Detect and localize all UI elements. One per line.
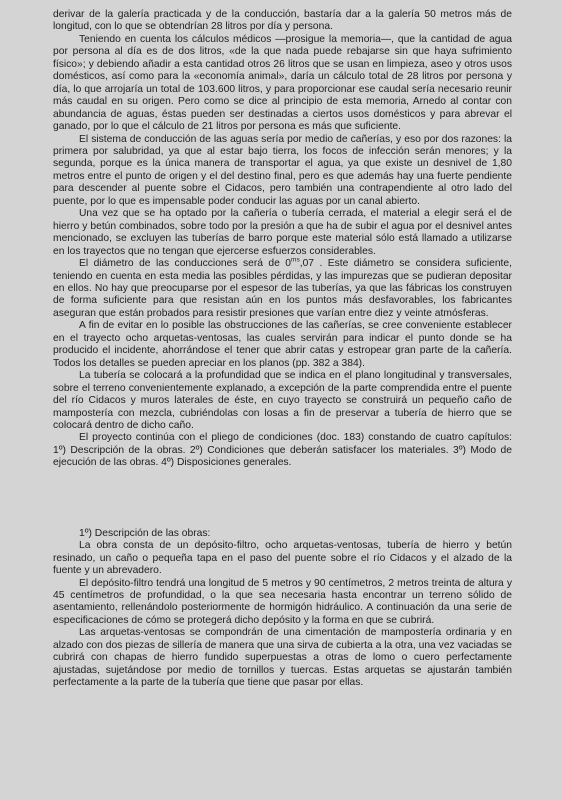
diameter-superscript: ms (291, 256, 300, 264)
paragraph-project-conditions: El proyecto continúa con el pliego de condiciones (doc. 183) constando de cuatro capítulos: 1º) Descripción de la obras. 2º) Condiciones que deberán satisfacer los materiales. 3º) Modo de ejecución de las obras. 4º) Disposiciones generales. (53, 432, 512, 469)
paragraph-vents: A fin de evitar en lo posible las obstrucciones de las cañerías, se cree conveniente establecer en el trayecto ocho arquetas-ventosas, las cuales servirán para indicar el punto donde se ha producido el incidente, ahorrándose el tener que abrir catas y estropear gran parte de la cañería. Todos los detalles se pueden apreciar en los planos (pp. 382 a 384). (53, 320, 512, 369)
section-heading: 1º) Descripción de las obras: (79, 527, 211, 539)
paragraph-diameter (53, 258, 512, 320)
paragraph-water-calc: Teniendo en cuenta los cálculos médicos —prosigue la memoria—, que la cantidad de agua por persona al día es de dos litros, «de la que nada puede rebajarse sin que haya sufrimiento físico»; y debiendo añadir a esta cantidad otros 26 litros que se usan en limpieza, aseo y otros usos domésticos, así como para la «economía animal», daría un cálculo total de 28 litros por persona y día, lo que arrojaría un total de 103.600 litros, y para proporcionar ese caudal sería necesario reunir más caudal en su origen. Pero como se dice al principio de esta memoria, Arnedo al contar con abundancia de aguas, éstas pueden ser destinadas a ciertos usos domésticos y para abrevar el ganado, por lo que el cálculo de 21 litros por persona es más que suficiente. (53, 33, 512, 133)
paragraph-continuation: derivar de la galería practicada y de la conducción, bastaría dar a la galería 50 metros más de longitud, con lo que se obtendrían 28 litros por día y persona. (53, 9, 512, 33)
paragraph-pipe-depth: La tubería se colocará a la profundidad que se indica en el plano longitudinal y transversales, sobre el terreno convenientemente explanado, a excepción de la parte comprendida entre el puente del río Cidacos y muros laterales de éste, en cuyo trayecto se construirá un pequeño caño de mampostería con mezcla, cubriéndolas con losas a fin de preservar a tubería de hierro que se colocará dentro de dicho caño. (53, 370, 512, 431)
paragraph-works-overview: La obra consta de un depósito-filtro, ocho arquetas-ventosas, tubería de hierro y betún resinado, un caño o pequeña tapa en el paso del puente sobre el río Cidacos y el alzado de la fuente y un abrevadero. (53, 540, 512, 577)
section-gap (53, 470, 512, 528)
paragraph-pipe-material: Una vez que se ha optado por la cañería o tubería cerrada, el material a elegir será el de hierro y betún combinados, sobre todo por la presión a que ha de subir el agua por el desnivel antes mencionado, se excluyen las tuberías de barro porque este material sólo está llamado a utilizarse en los trayectos que no tengan que ejercerse esfuerzos considerables. (53, 208, 512, 257)
diameter-text-before: El diámetro de las conducciones será de 0 (79, 258, 292, 270)
text-column (53, 9, 512, 690)
diameter-text-after: ,07 . Este diámetro se considera suficiente, teniendo en cuenta en esta media las posibles pérdidas, y las impurezas que se pudieran depositar en ellos. No hay que preocuparse por el espesor de las tuberías, ya que las fábricas los construyen de forma suficiente para que resistan aún en los puntos más desfavorables, los fabricantes aseguran que están probados para resistir presiones que varían entre diez y veinte atmósferas. (53, 258, 513, 319)
paragraph-vent-boxes: Las arquetas-ventosas se compondrán de una cimentación de mampostería ordinaria y en alzado con dos piezas de sillería de manera que una sirva de cubierta a la otra, una vez vaciadas se cubrirá con chapas de hierro fundido superpuestas a otras de lomo o cuero perfectamente ajustadas, sujetándose por medio de tornillos y tuercas. Estas arquetas se ajustarán también perfectamente a la parte de la tubería que tiene que pasar por ellas. (53, 627, 512, 689)
paragraph-conduction-system: El sistema de conducción de las aguas sería por medio de cañerías, y eso por dos razones: la primera por salubridad, ya que al estar bajo tierra, los focos de infección serán menores; y la segunda, porque es la única manera de transportar el agua, ya que existe un desnivel de 1,80 metros entre el punto de origen y el del destino final, pero es que además hay una fuerte pendiente para descender al puente sobre el Cidacos, pero también una contrapendiente al otro lado del puente, por lo que es impensable poder conducir las aguas por un canal abierto. (53, 133, 512, 207)
paragraph-filter-deposit: El depósito-filtro tendrá una longitud de 5 metros y 90 centímetros, 2 metros treinta de altura y 45 centímetros de profundidad, o la que sea necesaria hasta encontrar un terreno sólido de asentamiento, rellenándolo posteriormente de hormigón hidráulico. A continuación da una serie de especificaciones de cómo se protegerá dicho depósito y la forma en que se cubrirá. (53, 577, 512, 626)
